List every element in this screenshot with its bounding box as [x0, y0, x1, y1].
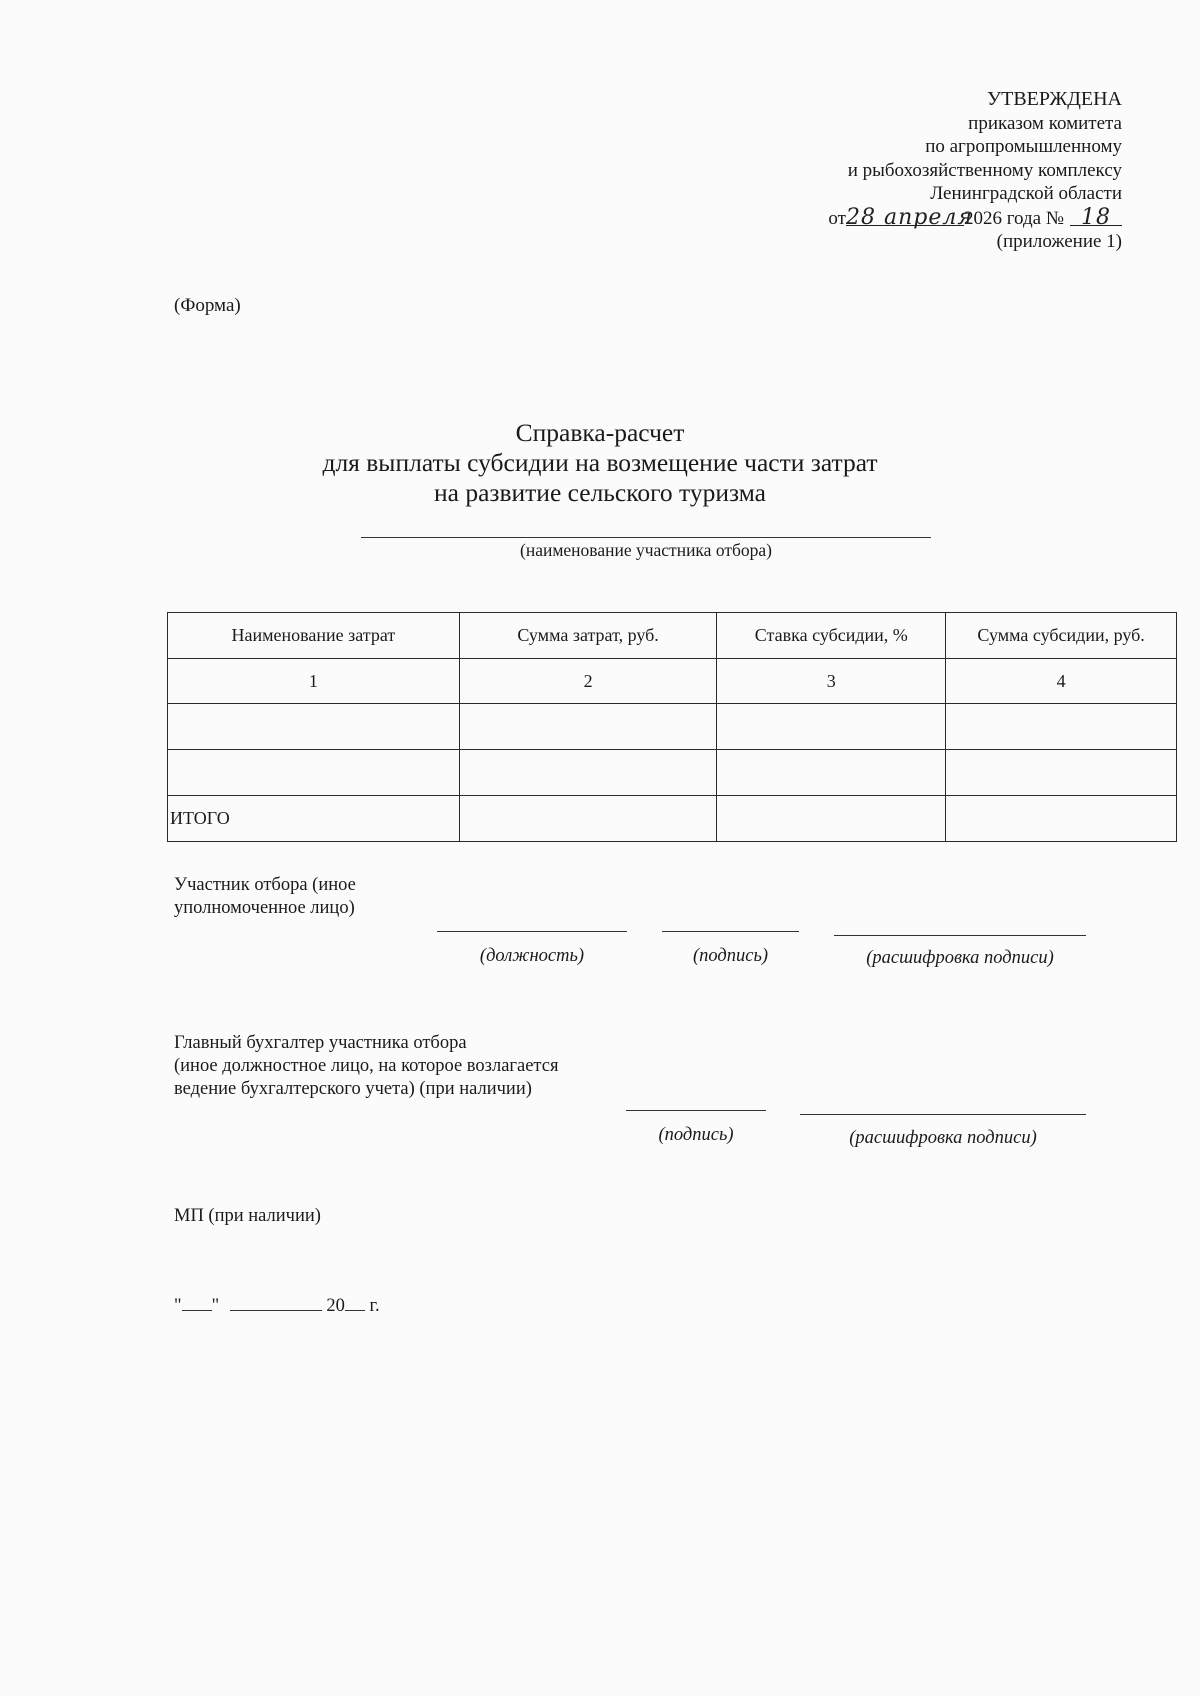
- table-cell[interactable]: [459, 750, 717, 796]
- participant-signature-field[interactable]: [662, 931, 799, 932]
- accountant-label-line-2: (иное должностное лицо, на которое возлагается: [174, 1056, 559, 1076]
- calculation-table: [167, 612, 1177, 842]
- header-cost-name: Наименование затрат: [168, 613, 460, 659]
- title-line-1: Справка-расчет: [515, 418, 685, 447]
- accountant-signature-field[interactable]: [626, 1110, 766, 1111]
- document-title: [240, 418, 960, 508]
- approval-line-4: Ленинградской области: [930, 183, 1122, 204]
- column-number: 1: [168, 659, 460, 704]
- date-footer: [174, 1294, 380, 1317]
- approval-year: 2026 года №: [963, 207, 1064, 229]
- approval-line-1: приказом комитета: [968, 112, 1122, 134]
- approval-line-2: по агропромышленному: [925, 136, 1122, 157]
- table-cell[interactable]: [946, 796, 1177, 842]
- accountant-decoding-caption: (расшифровка подписи): [849, 1128, 1037, 1148]
- table-cell[interactable]: [459, 796, 717, 842]
- table-cell[interactable]: [946, 750, 1177, 796]
- approval-date-line: [702, 206, 1122, 231]
- accountant-signature-label: [174, 1032, 558, 1101]
- participant-name-field[interactable]: [361, 537, 931, 538]
- table-cell[interactable]: [946, 704, 1177, 750]
- participant-name-caption: (наименование участника отбора): [520, 540, 772, 560]
- participant-position-field[interactable]: [437, 931, 627, 932]
- header-cost-sum: Сумма затрат, руб.: [459, 613, 717, 659]
- approval-prefix: от: [828, 207, 846, 229]
- title-line-3: на развитие сельского туризма: [433, 478, 766, 507]
- year-prefix: 20: [326, 1296, 345, 1316]
- column-number: 2: [459, 659, 717, 704]
- signature-caption: (подпись): [692, 946, 769, 966]
- table-cell[interactable]: [717, 796, 946, 842]
- column-number: 4: [946, 659, 1177, 704]
- handwritten-date: [845, 204, 973, 230]
- table-cell[interactable]: [168, 750, 460, 796]
- approval-appendix: (приложение 1): [996, 231, 1122, 252]
- table-cell[interactable]: [168, 704, 460, 750]
- participant-signature-label: [174, 874, 356, 920]
- accountant-label-line-1: Главный бухгалтер участника отбора: [174, 1033, 467, 1053]
- participant-label-line-2: уполномоченное лицо): [174, 898, 355, 918]
- table-number-row: [168, 659, 1177, 704]
- table-header-row: [168, 613, 1177, 659]
- position-caption: (должность): [479, 946, 585, 966]
- quote-open: ": [174, 1296, 182, 1316]
- header-subsidy-sum: Сумма субсидии, руб.: [946, 613, 1177, 659]
- stamp-label: МП (при наличии): [174, 1206, 321, 1226]
- accountant-label-line-3: ведение бухгалтерского учета) (при наличии): [174, 1079, 532, 1099]
- accountant-decoding-field[interactable]: [800, 1114, 1086, 1115]
- column-number: 3: [717, 659, 946, 704]
- total-label: ИТОГО: [168, 796, 460, 842]
- table-cell[interactable]: [459, 704, 717, 750]
- table-row: [168, 704, 1177, 750]
- year-field[interactable]: [345, 1294, 365, 1311]
- header-subsidy-rate: Ставка субсидии, %: [717, 613, 946, 659]
- year-suffix: г.: [369, 1296, 380, 1316]
- form-label: (Форма): [174, 295, 241, 316]
- handwritten-number: [1070, 206, 1122, 230]
- participant-decoding-field[interactable]: [834, 935, 1086, 936]
- handwritten-number-text: 18: [1081, 204, 1111, 230]
- title-line-2: для выплаты субсидии на возмещение части затрат: [322, 448, 878, 477]
- accountant-signature-caption: (подпись): [658, 1125, 734, 1145]
- quote-close: ": [211, 1296, 220, 1316]
- table-total-row: [168, 796, 1177, 842]
- day-field[interactable]: [182, 1294, 212, 1311]
- handwritten-date-text: 28 апреля: [845, 204, 973, 230]
- approval-block: [702, 88, 1122, 254]
- participant-label-line-1: Участник отбора (иное: [174, 875, 356, 895]
- table-row: [168, 750, 1177, 796]
- decoding-caption: (расшифровка подписи): [866, 948, 1054, 968]
- approval-heading: УТВЕРЖДЕНА: [986, 88, 1122, 110]
- table-cell[interactable]: [717, 750, 946, 796]
- approval-line-3: и рыбохозяйственному комплексу: [847, 159, 1122, 181]
- table-cell[interactable]: [717, 704, 946, 750]
- month-field[interactable]: [230, 1294, 322, 1311]
